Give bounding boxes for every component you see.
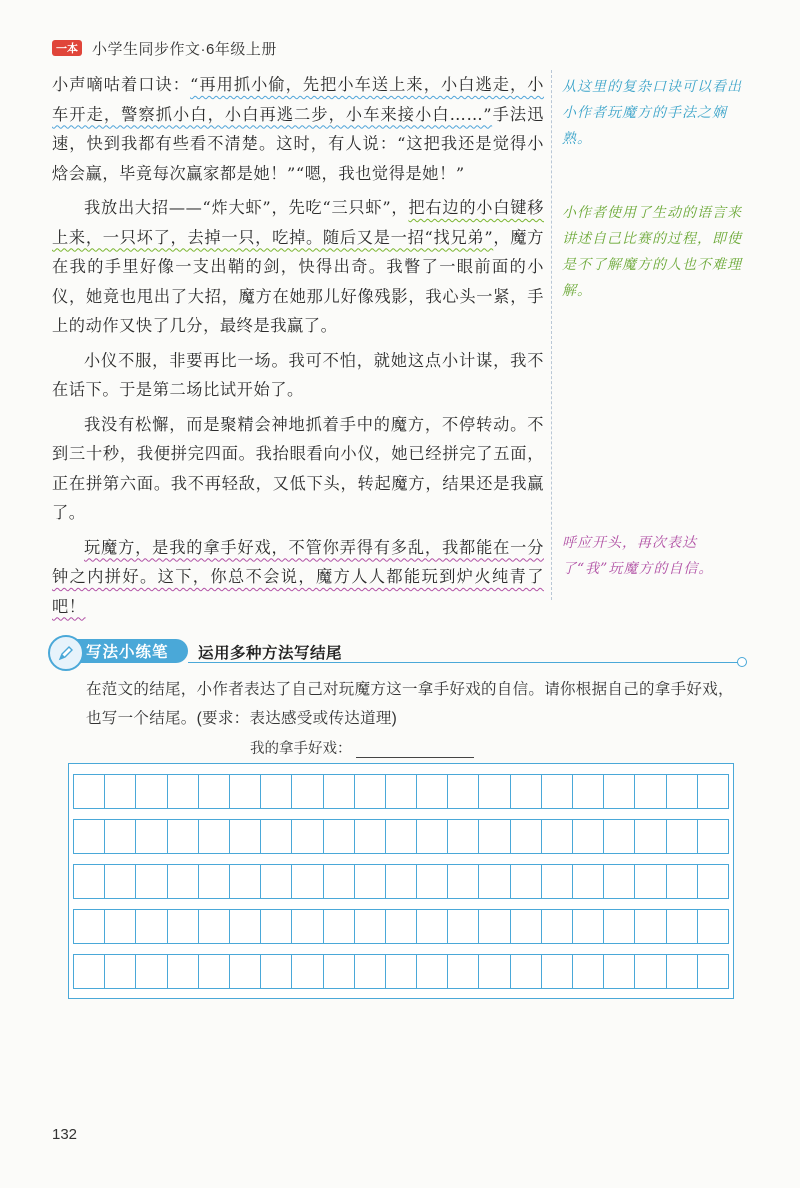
grid-cell[interactable] xyxy=(136,865,167,898)
grid-cell[interactable] xyxy=(698,865,729,898)
grid-cell[interactable] xyxy=(667,820,698,853)
grid-row[interactable] xyxy=(73,954,729,989)
grid-cell[interactable] xyxy=(230,865,261,898)
grid-cell[interactable] xyxy=(261,820,292,853)
grid-cell[interactable] xyxy=(573,865,604,898)
grid-cell[interactable] xyxy=(604,775,635,808)
grid-cell[interactable] xyxy=(667,775,698,808)
grid-cell[interactable] xyxy=(386,820,417,853)
grid-cell[interactable] xyxy=(168,775,199,808)
essay-paragraph-2 xyxy=(52,193,544,341)
grid-cell[interactable] xyxy=(292,775,323,808)
grid-cell[interactable] xyxy=(136,775,167,808)
grid-cell[interactable] xyxy=(417,865,448,898)
exercise-instructions xyxy=(86,675,746,733)
p2-lead: 我放出大招——“炸大虾”，先吃“三只虾”， xyxy=(84,198,409,217)
annotation-vivid-language: 小作者使用了生动的语言来讲述自己比赛的过程，即使是不了解魔方的人也不难理解。 xyxy=(562,205,742,299)
skill-blank[interactable] xyxy=(356,743,474,758)
grid-row[interactable] xyxy=(73,819,729,854)
grid-cell[interactable] xyxy=(635,955,666,988)
grid-cell[interactable] xyxy=(355,955,386,988)
grid-cell[interactable] xyxy=(417,820,448,853)
grid-cell[interactable] xyxy=(105,820,136,853)
grid-cell[interactable] xyxy=(73,955,105,988)
grid-cell[interactable] xyxy=(73,910,105,943)
grid-cell[interactable] xyxy=(199,820,230,853)
grid-cell[interactable] xyxy=(542,775,573,808)
grid-cell[interactable] xyxy=(511,955,542,988)
grid-cell[interactable] xyxy=(355,865,386,898)
grid-cell[interactable] xyxy=(417,955,448,988)
annotation-quote-skill: 从这里的复杂口诀可以看出小作者玩魔方的手法之娴熟。 xyxy=(562,79,742,147)
grid-cell[interactable] xyxy=(479,820,510,853)
grid-cell[interactable] xyxy=(324,865,355,898)
grid-cell[interactable] xyxy=(635,775,666,808)
essay-paragraph-4: 我没有松懈，而是聚精会神地抓着手中的魔方，不停转动。不到三十秒，我便拼完四面。我抬眼看向小仪，她已经拼完了五面，正在拼第六面。我不再轻敌，又低下头，转起魔方，结果还是我赢了。 xyxy=(52,414,544,522)
grid-cell[interactable] xyxy=(542,865,573,898)
grid-cell[interactable] xyxy=(73,865,105,898)
grid-cell[interactable] xyxy=(105,865,136,898)
essay-body xyxy=(52,70,544,626)
section-rule xyxy=(188,662,741,663)
grid-cell[interactable] xyxy=(417,775,448,808)
grid-cell[interactable] xyxy=(386,775,417,808)
grid-cell[interactable] xyxy=(136,910,167,943)
grid-cell[interactable] xyxy=(261,775,292,808)
grid-cell[interactable] xyxy=(292,820,323,853)
exercise-text: 在范文的结尾，小作者表达了自己对玩魔方这一拿手好戏的自信。请你根据自己的拿手好戏，也写一个结尾。(要求：表达感受或传达道理) xyxy=(86,681,734,727)
essay-paragraph-3: 小仪不服，非要再比一场。我可不怕，就她这点小计谋，我不在话下。于是第二场比试开始了。 xyxy=(52,350,544,399)
grid-cell[interactable] xyxy=(386,910,417,943)
grid-cell[interactable] xyxy=(168,910,199,943)
grid-cell[interactable] xyxy=(573,820,604,853)
grid-cell[interactable] xyxy=(511,865,542,898)
writing-grid[interactable] xyxy=(68,763,734,999)
grid-cell[interactable] xyxy=(448,955,479,988)
book-title: 小学生同步作文·6年级上册 xyxy=(92,40,277,58)
grid-cell[interactable] xyxy=(230,955,261,988)
grid-cell[interactable] xyxy=(479,775,510,808)
grid-cell[interactable] xyxy=(168,955,199,988)
grid-cell[interactable] xyxy=(105,955,136,988)
grid-cell[interactable] xyxy=(635,910,666,943)
grid-cell[interactable] xyxy=(573,910,604,943)
p1-quote-underlined: “再用抓小偷，先把小车送上来，小白逃走，小车开走，警察抓小白，小白再逃二步，小车来接小白……” xyxy=(52,75,545,124)
grid-cell[interactable] xyxy=(417,910,448,943)
p1-lead: 小声嘀咕着口诀： xyxy=(52,75,191,94)
grid-cell[interactable] xyxy=(573,775,604,808)
section-end-dot xyxy=(737,657,747,667)
grid-cell[interactable] xyxy=(292,955,323,988)
grid-cell[interactable] xyxy=(698,955,729,988)
grid-cell[interactable] xyxy=(199,775,230,808)
grid-cell[interactable] xyxy=(698,775,729,808)
section-pill xyxy=(52,639,188,663)
skill-prompt-label: 我的拿手好戏： xyxy=(250,741,352,757)
essay-paragraph-1 xyxy=(52,70,544,188)
grid-cell[interactable] xyxy=(635,820,666,853)
page-number: 132 xyxy=(52,1126,78,1143)
essay-paragraph-5 xyxy=(52,533,544,622)
grid-cell[interactable] xyxy=(168,865,199,898)
grid-cell[interactable] xyxy=(667,955,698,988)
series-logo: 一本 xyxy=(52,40,82,56)
p2-rest: ，魔方在我的手里好像一支出鞘的剑，快得出奇。我瞥了一眼前面的小仪，她竟也甩出了大招，魔方在她那儿好像残影，我心头一紧，手上的动作又快了几分，最终是我赢了。 xyxy=(52,227,544,335)
p2-underlined: 把右边的小白键移上来，一只坏了，去掉一只，吃掉。随后又是一招“找兄弟” xyxy=(52,198,544,247)
grid-cell[interactable] xyxy=(324,820,355,853)
grid-cell[interactable] xyxy=(448,775,479,808)
grid-cell[interactable] xyxy=(479,910,510,943)
grid-cell[interactable] xyxy=(105,775,136,808)
section-label: 写法小练笔 xyxy=(86,644,169,661)
grid-cell[interactable] xyxy=(448,820,479,853)
grid-cell[interactable] xyxy=(230,820,261,853)
grid-cell[interactable] xyxy=(511,910,542,943)
grid-cell[interactable] xyxy=(292,910,323,943)
grid-cell[interactable] xyxy=(324,955,355,988)
grid-cell[interactable] xyxy=(448,865,479,898)
page-header xyxy=(52,36,277,60)
p5-underlined: 玩魔方，是我的拿手好戏，不管你弄得有多乱，我都能在一分钟之内拼好。这下，你总不会说，魔方人人都能玩到炉火纯青了吧！ xyxy=(52,537,544,616)
grid-cell[interactable] xyxy=(261,865,292,898)
grid-cell[interactable] xyxy=(604,955,635,988)
grid-cell[interactable] xyxy=(448,910,479,943)
grid-cell[interactable] xyxy=(355,820,386,853)
grid-cell[interactable] xyxy=(604,865,635,898)
grid-cell[interactable] xyxy=(136,820,167,853)
grid-cell[interactable] xyxy=(199,910,230,943)
grid-cell[interactable] xyxy=(386,865,417,898)
section-subtitle: 运用多种方法写结尾 xyxy=(198,645,343,662)
grid-cell[interactable] xyxy=(604,910,635,943)
grid-cell[interactable] xyxy=(73,820,105,853)
grid-cell[interactable] xyxy=(573,955,604,988)
grid-cell[interactable] xyxy=(542,910,573,943)
grid-cell[interactable] xyxy=(667,865,698,898)
grid-cell[interactable] xyxy=(230,775,261,808)
p1-rest: 手法迅速，快到我都有些看不清楚。这时，有人说：“这把我还是觉得小焓会赢，毕竟每次赢家都是她！”“嗯，我也觉得是她！” xyxy=(52,104,544,183)
grid-row[interactable] xyxy=(73,909,729,944)
grid-cell[interactable] xyxy=(542,820,573,853)
grid-cell[interactable] xyxy=(355,910,386,943)
grid-cell[interactable] xyxy=(355,775,386,808)
grid-cell[interactable] xyxy=(261,955,292,988)
grid-cell[interactable] xyxy=(292,865,323,898)
grid-cell[interactable] xyxy=(479,865,510,898)
grid-cell[interactable] xyxy=(511,775,542,808)
grid-cell[interactable] xyxy=(230,910,261,943)
practice-section-header xyxy=(52,635,747,665)
grid-cell[interactable] xyxy=(324,910,355,943)
annotation-echo-opening: 呼应开头，再次表达了“我”玩魔方的自信。 xyxy=(562,535,714,577)
grid-cell[interactable] xyxy=(261,910,292,943)
grid-cell[interactable] xyxy=(105,910,136,943)
grid-cell[interactable] xyxy=(73,775,105,808)
grid-cell[interactable] xyxy=(136,955,167,988)
grid-cell[interactable] xyxy=(635,865,666,898)
skill-prompt xyxy=(250,737,474,758)
grid-row[interactable] xyxy=(73,774,729,809)
grid-cell[interactable] xyxy=(168,820,199,853)
grid-cell[interactable] xyxy=(479,955,510,988)
pen-icon xyxy=(48,635,84,671)
grid-row[interactable] xyxy=(73,864,729,899)
margin-divider xyxy=(551,70,552,600)
grid-cell[interactable] xyxy=(324,775,355,808)
grid-cell[interactable] xyxy=(698,910,729,943)
grid-cell[interactable] xyxy=(199,955,230,988)
grid-cell[interactable] xyxy=(698,820,729,853)
grid-cell[interactable] xyxy=(386,955,417,988)
grid-cell[interactable] xyxy=(511,820,542,853)
grid-cell[interactable] xyxy=(604,820,635,853)
grid-cell[interactable] xyxy=(542,955,573,988)
grid-cell[interactable] xyxy=(199,865,230,898)
grid-cell[interactable] xyxy=(667,910,698,943)
